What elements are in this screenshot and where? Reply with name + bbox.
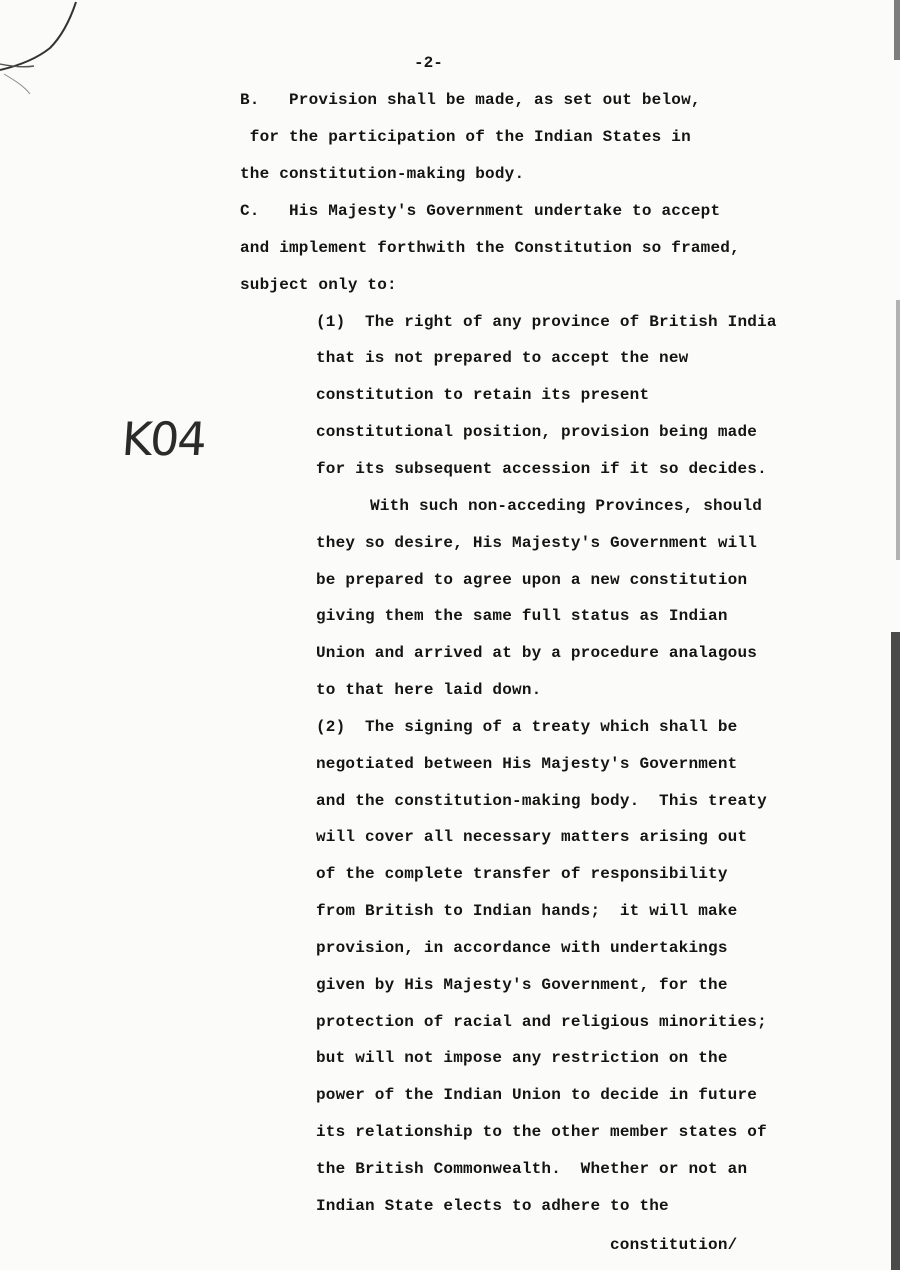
text-line: With such non-acceding Provinces, should [370,497,763,515]
text-line: Union and arrived at by a procedure analagous [316,644,758,662]
text-line: (1) The right of any province of British India [316,313,777,331]
text-line: constitution to retain its present [316,386,650,404]
scan-edge-shadow [896,300,900,560]
text-line: power of the Indian Union to decide in future [316,1086,758,1104]
text-line: its relationship to the other member states of [316,1123,767,1141]
text-line: and implement forthwith the Constitution so framed, [240,239,740,257]
text-line: subject only to: [240,276,397,294]
text-line: the constitution-making body. [240,165,525,183]
text-line: negotiated between His Majesty's Government [316,755,738,773]
text-line: Indian State elects to adhere to the [316,1197,669,1215]
margin-handwritten-note: K04 [120,412,207,466]
scan-edge-shadow [891,632,900,1270]
scan-edge-shadow [894,0,900,60]
text-line: constitutional position, provision being made [316,423,758,441]
text-line: will cover all necessary matters arising out [316,828,748,846]
text-line: provision, in accordance with undertakings [316,939,728,957]
text-line: giving them the same full status as Indian [316,607,728,625]
text-line: from British to Indian hands; it will make [316,902,738,920]
text-line: to that here laid down. [316,681,542,699]
text-line: and the constitution-making body. This treaty [316,792,767,810]
text-line: given by His Majesty's Government, for the [316,976,728,994]
text-line: they so desire, His Majesty's Government will [316,534,758,552]
text-line: the British Commonwealth. Whether or not an [316,1160,748,1178]
text-line: for its subsequent accession if it so decides. [316,460,767,478]
text-line: be prepared to agree upon a new constitution [316,571,748,589]
text-line: protection of racial and religious minorities; [316,1013,767,1031]
text-line: B. Provision shall be made, as set out below, [240,91,701,109]
text-line: that is not prepared to accept the new [316,349,689,367]
page-number: -2- [414,54,443,72]
catchword: constitution/ [610,1236,738,1254]
text-line: of the complete transfer of responsibility [316,865,728,883]
pen-mark-corner [0,0,110,110]
text-line: but will not impose any restriction on the [316,1049,728,1067]
text-line: C. His Majesty's Government undertake to accept [240,202,721,220]
text-line: for the participation of the Indian States in [240,128,691,146]
text-line: (2) The signing of a treaty which shall be [316,718,738,736]
